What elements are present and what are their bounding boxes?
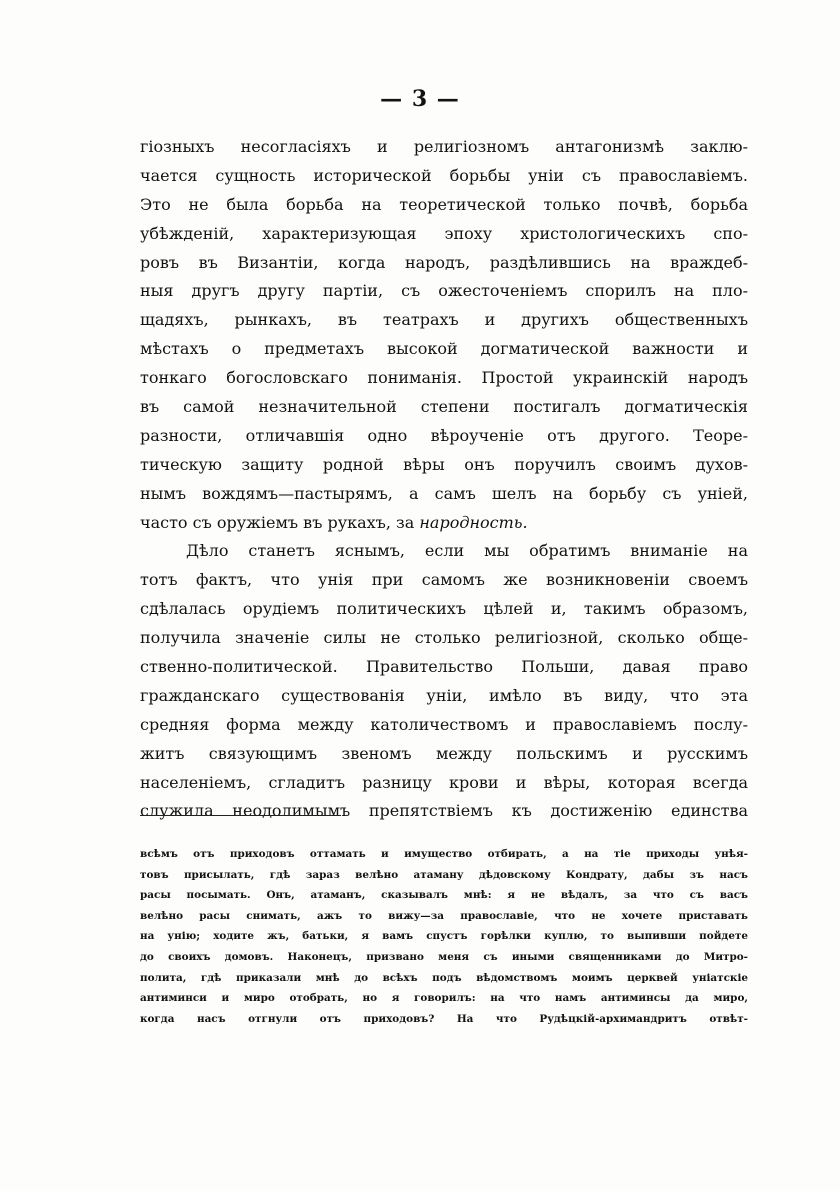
text-line: щадяхъ, рынкахъ, въ театрахъ и другихъ общественныхъ — [140, 310, 748, 330]
text-line: убѣжденій, характеризующая эпоху христологическихъ спо- — [140, 223, 748, 243]
text-line: въ самой незначительной степени постигалъ догматическія — [140, 397, 748, 417]
footnote-separator — [140, 815, 341, 816]
footnote-line: до своихъ домовъ. Наконецъ, призвано меня съ иными священниками до Митро- — [140, 950, 748, 963]
text-line: служила неодолимымъ препятствіемъ къ достиженію единства — [140, 801, 748, 821]
text-line: чается сущность исторической борьбы уніи съ православіемъ. — [140, 165, 748, 185]
text-line: Дѣло станетъ яснымъ, если мы обратимъ вниманіе на — [186, 541, 748, 561]
emphasized-word: народность. — [419, 512, 528, 532]
footnote-line: велѣно расы снимать, ажъ то вижу—за православіе, что не хочете приставать — [140, 909, 748, 922]
text-fragment: часто съ оружіемъ въ рукахъ, за — [140, 512, 420, 532]
footnote-line: расы посымать. Онъ, атаманъ, сказывалъ мнѣ: я не вѣдалъ, за что съ васъ — [140, 889, 748, 902]
text-line: гіозныхъ несогласіяхъ и религіозномъ антагонизмѣ заклю- — [140, 137, 748, 156]
text-line: ственно-политической. Правительство Польши, давая право — [140, 657, 748, 677]
footnote — [140, 844, 748, 1029]
footnote-line: когда насъ отгнули отъ приходовъ? На что Рудѣцкій-архимандритъ отвѣт- — [140, 1012, 748, 1025]
text-line: ровъ въ Византіи, когда народъ, раздѣлившись на враждеб- — [140, 252, 748, 272]
paragraph-end-line — [140, 509, 748, 538]
footnote-line: товъ присылать, гдѣ зараз велѣно атаману дѣдовскому Кондрату, дабы зъ насъ — [140, 868, 748, 881]
text-line: житъ связующимъ звеномъ между польскимъ и русскимъ — [140, 743, 748, 763]
text-line: мѣстахъ о предметахъ высокой догматической важности и — [140, 339, 748, 359]
footnote-line: антиминси и миро отобрать, но я говорилъ: на что намъ антиминсы да миро, — [140, 992, 748, 1005]
text-line: сдѣлалась орудіемъ политическихъ цѣлей и, такимъ образомъ, — [140, 599, 748, 619]
text-line: получила значеніе силы не столько религіозной, сколько обще- — [140, 628, 748, 648]
text-line: населеніемъ, сгладитъ разницу крови и вѣры, которая всегда — [140, 772, 748, 792]
text-line: тонкаго богословскаго пониманія. Простой украинскій народъ — [140, 368, 748, 388]
text-line: тическую защиту родной вѣры онъ поручилъ своимъ духов- — [140, 454, 748, 474]
text-line: разности, отличавшія одно вѣроученіе отъ другого. Теоре- — [140, 425, 748, 445]
text-line: нымъ вождямъ—пастырямъ, а самъ шелъ на борьбу съ уніей, — [140, 483, 748, 503]
footnote-line: всѣмъ отъ приходовъ оттамать и имущество отбирать, а на тіе приходы унѣя- — [140, 848, 748, 860]
footnote-line: на унію; ходите жъ, батьки, я вамъ спустъ горѣлки куплю, то выпивши пойдете — [140, 930, 748, 943]
text-line: гражданскаго существованія уніи, имѣло въ виду, что эта — [140, 685, 748, 705]
footnote-line: полита, гдѣ приказали мнѣ до всѣхъ подъ вѣдомствомъ моимъ церквей уніатскіе — [140, 971, 748, 984]
main-text — [140, 133, 748, 826]
page-number: — 3 — — [380, 86, 460, 112]
text-line: Это не была борьба на теоретической только почвѣ, борьба — [140, 194, 748, 214]
text-line: средняя форма между католичествомъ и православіемъ послу- — [140, 714, 748, 734]
text-line: тотъ фактъ, что унія при самомъ же возникновеніи своемъ — [140, 570, 748, 590]
text-line: ныя другъ другу партіи, съ ожесточеніемъ спорилъ на пло- — [140, 281, 748, 301]
